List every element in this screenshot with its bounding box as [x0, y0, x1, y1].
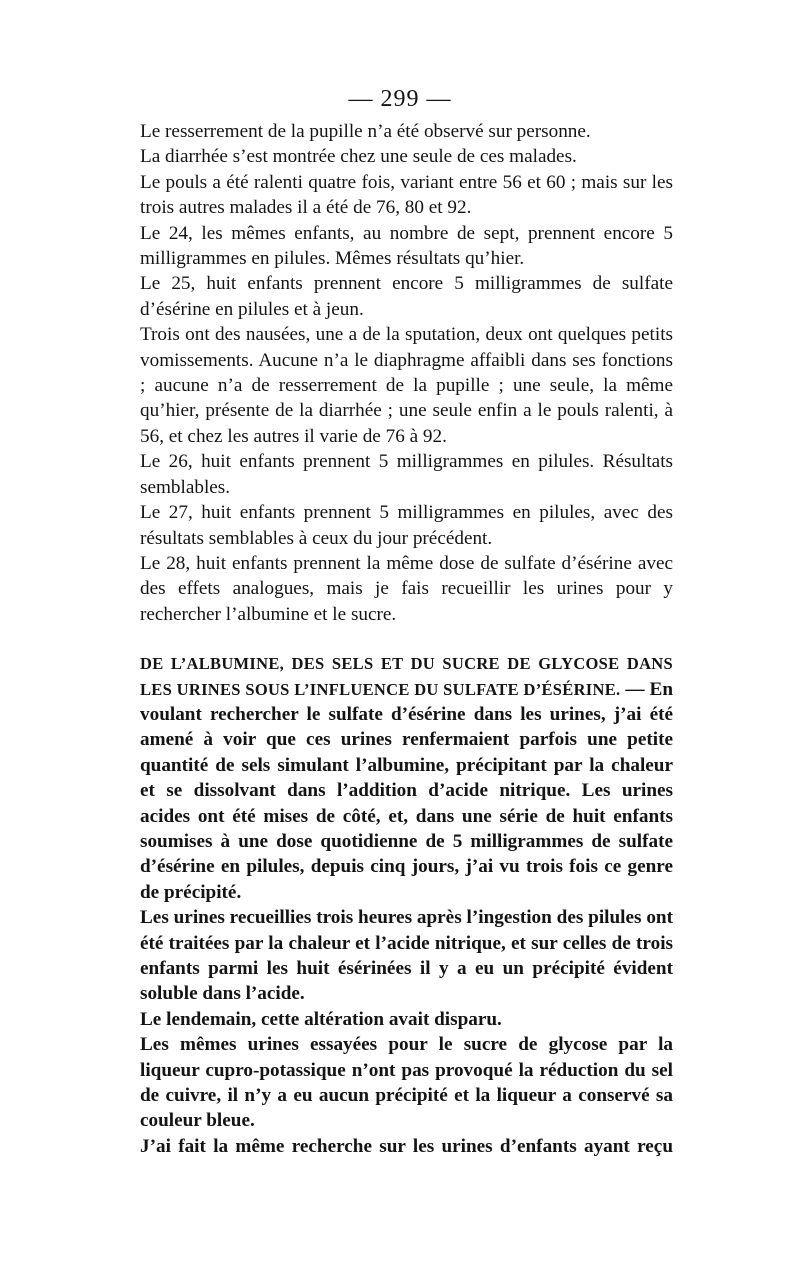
- paragraph: J’ai fait la même recherche sur les urines d’enfants ayant reçu: [140, 1135, 673, 1157]
- paragraph: Le 28, huit enfants prennent la même dose de sulfate d’ésérine avec des effets analogues, mais je fais recueillir les urines pour y rechercher l’albumine et le sucre.: [140, 552, 673, 625]
- paragraph: Les mêmes urines essayées pour le sucre de glycose par la liqueur cupro-potassique n’ont pas provoqué la réduction du sel de cuivre, il n’y a eu aucun précipité et la liqueur a conservé sa couleur bleue.: [140, 1034, 673, 1132]
- section-intro: — En voulant rechercher le sulfate d’ésérine dans les urines, j’ai été amené à voir que ces urines renfermaient parfois une petite quantité de sels simulant l’albumine, précipitant par la chaleur et se dissolvant dans l’addition d’acide nitrique. Les urines acides ont été mises de côté, et, dans une série de huit enfants soumises à une dose quotidienne de 5 milligrammes de sulfate d’ésérine en pilules, depuis cinq jours, j’ai vu trois fois ce genre de précipité.: [140, 678, 673, 903]
- paragraph: La diarrhée s’est montrée chez une seule de ces malades.: [140, 146, 577, 168]
- paragraph: Le 24, les mêmes enfants, au nombre de sept, prennent encore 5 milligrammes en pilules. Mêmes résultats qu’hier.: [140, 222, 673, 270]
- paragraph: Le resserrement de la pupille n’a été observé sur personne.: [140, 121, 591, 142]
- page-number: — 299 —: [348, 86, 452, 112]
- paragraph: Le pouls a été ralenti quatre fois, variant entre 56 et 60 ; mais sur les trois autres malades il a été de 76, 80 et 92.: [140, 171, 673, 219]
- page-body: [140, 119, 673, 1159]
- paragraph: Le lendemain, cette altération avait disparu.: [140, 1008, 502, 1030]
- section-paragraph: [140, 651, 673, 905]
- paragraph: Trois ont des nausées, une a de la sputation, deux ont quelques petits vomissements. Aucune n’a le diaphragme affaibli dans ses fonctions ; aucune n’a de resserrement de la pupille ; une seule, la même qu’hier, présente de la diarrhée ; une seule enfin a le pouls ralenti, à 56, et chez les autres il varie de 76 à 92.: [140, 324, 673, 447]
- paragraph: Les urines recueillies trois heures après l’ingestion des pilules ont été traitées par la chaleur et l’acide nitrique, et sur celles de trois enfants parmi les huit ésérinées il y a eu un précipité évident soluble dans l’acide.: [140, 907, 673, 1005]
- section-heading: DE L’ALBUMINE, DES SELS ET DU SUCRE DE GLYCOSE DANS LES URINES SOUS L’INFLUENCE DU SULFATE D’ÉSÉRINE.: [140, 654, 673, 699]
- paragraph: Le 26, huit enfants prennent 5 milligrammes en pilules. Résultats semblables.: [140, 451, 673, 498]
- section-spacer: [140, 627, 673, 651]
- paragraph: Le 27, huit enfants prennent 5 milligrammes en pilules, avec des résultats semblables à ceux du jour précédent.: [140, 502, 673, 549]
- paragraph: Le 25, huit enfants prennent encore 5 milligrammes de sulfate d’ésérine en pilules et à jeun.: [140, 273, 673, 320]
